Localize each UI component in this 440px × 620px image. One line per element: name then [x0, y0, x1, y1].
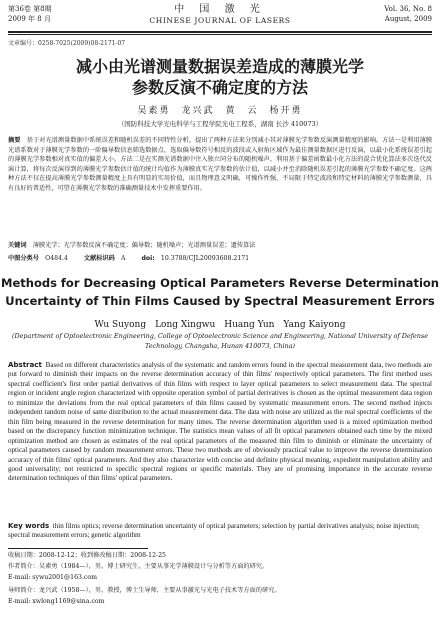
chinese-abstract-text: 基于对光谱测量数据中系统误差和随机误差的不同特性分析，提出了两种方法来分别减小其对薄膜光学参数反演测量精度的影响。方法一是利用薄膜光谱系数对于薄膜光学参数的一阶偏导数信息筛选数据点，选取偏导数符号相反的波段或入射角区域作为最佳测量数据区进行反演，以最小化系统误差引起的薄膜光学参数相对真实值的偏差大小。方法二是在实测光谱数据中注入独立同分布的随机噪声，利用基于偏差函数最小化方法的混合优化算法多次迭代反演计算，将每次反演得到的薄膜光学参数估计值的统计均值作为薄膜真实光学参数的估计值，以减小并至消除随机误差引起的薄膜光学参数不确定度。这两种方法不仅在提高薄膜光学参数测量精度上具有明显的实用价值，而且物理意义明确，可操作性强，不局限于特定波段和特定材料的薄膜光学参数测量，具有良好的普适性，可望在薄膜光学参数的准确测量技术中发挥重要作用。	[8, 137, 433, 192]
doi-value: 10.3788/CJL20093608.2171	[160, 255, 250, 262]
chinese-keywords-text: 薄膜光学；光学参数反演不确定度；偏导数；随机噪声；光谱测量误差；遗传算法	[32, 242, 256, 249]
english-keywords-label: Key words	[8, 521, 50, 530]
header-rule-thin	[8, 34, 432, 35]
author-email: E-mail: sywu2001@163.com	[8, 574, 98, 581]
chinese-abstract-label: 摘要	[8, 137, 21, 144]
chinese-title-line-1: 减小由光谱测量数据误差造成的薄膜光学	[75, 57, 364, 76]
doi-label: doi:	[141, 255, 155, 262]
english-title	[0, 274, 440, 310]
header-rule-thick	[8, 31, 432, 33]
chinese-authors: 吴素勇 龙兴武 黄 云 杨开勇	[137, 106, 303, 116]
english-affiliation: (Department of Optoelectronic Engineering, College of Optoelectronic Science and Engineering, National University of Defense Technology, Changsha, Hunan 410073, China)	[12, 332, 428, 350]
chinese-keywords-label: 关键词	[8, 242, 27, 249]
english-keywords	[8, 521, 432, 541]
english-title-line-2: Uncertainty of Thin Films Caused by Spectral Measurement Errors	[5, 294, 435, 308]
chinese-title	[0, 56, 440, 98]
date-cn: 2009 年 8 月	[8, 15, 51, 23]
article-number: 文章编号：0258-7025(2009)08-2171-07	[8, 40, 126, 47]
english-keywords-text: thin films optics; reverse determination uncertainty of optical parameters; selection by partial derivatives analysis; noise injection; spectral measurement errors; genetic algorithm	[8, 522, 420, 540]
chinese-keywords	[8, 241, 432, 251]
chinese-title-line-2: 参数反演不确定度的方法	[131, 78, 308, 97]
english-abstract-text: Based on different characteristics analysis of the systematic and random errors found in the spectral measurement data, two methods are put forward to diminish their impacts on the reverse determination accuracy of thin films' respectively optical parameters. The first method uses spectral coefficient's first order partial derivatives of thin films with respect to layer optical parameters to select measurement data. The spectral region or incident angle region characterized with opposite operation symbol of partial derivatives is chosen as the optimal measurement data region to minimize the deviations from the real optical parameters of thin films caused by systematic measurement errors. The second method injects independent random noise of same distribution to the actual measurement data. The data with noise are utilized as the real spectral coefficients of the thin film being measured in the reverse determination for many times. The reverse determination algorithm used is a mixed optimization method based on the discrepancy function minimization technique. The statistics mean values of all fit optical parameters obtained each time by the mixed optimization method are chosen as estimates of the real optical parameters of the measured thin film to diminish or eliminate the uncertainty of optical parameters caused by random measurement errors. These two methods are of obviously practical value to improve the reverse determination accuracy of thin films' optical parameters. And they also characterize with concise and definite physical meaning, expedient manipulation ability and good universality; not restricted to specific spectral regions or specific materials. They are of promising importance in the accurate reverse determination techniques of thin films' optical parameters.	[8, 361, 432, 483]
english-authors: Wu Suyong Long Xingwu Huang Yun Yang Kaiyong	[94, 320, 346, 330]
advisor-email: E-mail: xwlong1169@sina.com	[8, 598, 105, 605]
volume-cn: 第36卷 第8期	[8, 5, 52, 13]
journal-name-en: CHINESE JOURNAL OF LASERS	[149, 16, 291, 25]
chinese-affiliation: （国防科技大学光电科学与工程学院光电工程系，湖南 长沙 410073）	[117, 120, 323, 128]
document-code-value: A	[121, 255, 126, 262]
running-header	[8, 4, 432, 30]
english-abstract-label: Abstract	[8, 360, 42, 369]
classification-line	[8, 253, 432, 262]
clc-label: 中图分类号	[8, 255, 39, 262]
footnote-rule	[8, 548, 148, 549]
english-title-line-1: Methods for Decreasing Optical Parameters Reverse Determination	[1, 276, 439, 290]
document-code-label: 文献标识码	[83, 255, 115, 262]
date-en: August, 2009	[384, 15, 432, 23]
header-right	[384, 4, 432, 24]
chinese-abstract	[8, 136, 432, 194]
clc-value: O484.4	[45, 255, 68, 262]
volume-en: Vol. 36, No. 8	[384, 5, 432, 13]
advisor-bio: 导师简介：龙兴武（1958—），男，教授，博士生导师，主要从事激光与光电子技术等方面的研究。	[8, 587, 281, 594]
journal-name-cn: 中 国 激 光	[174, 4, 266, 15]
english-abstract	[8, 360, 432, 484]
header-center	[8, 4, 432, 26]
received-date: 收稿日期：2008-12-12；收到修改稿日期：2008-12-25	[8, 552, 166, 559]
author-bio: 作者简介：吴素勇（1984—），男，博士研究生，主要从事光学薄膜设计与分析等方面的研究。	[8, 563, 269, 570]
